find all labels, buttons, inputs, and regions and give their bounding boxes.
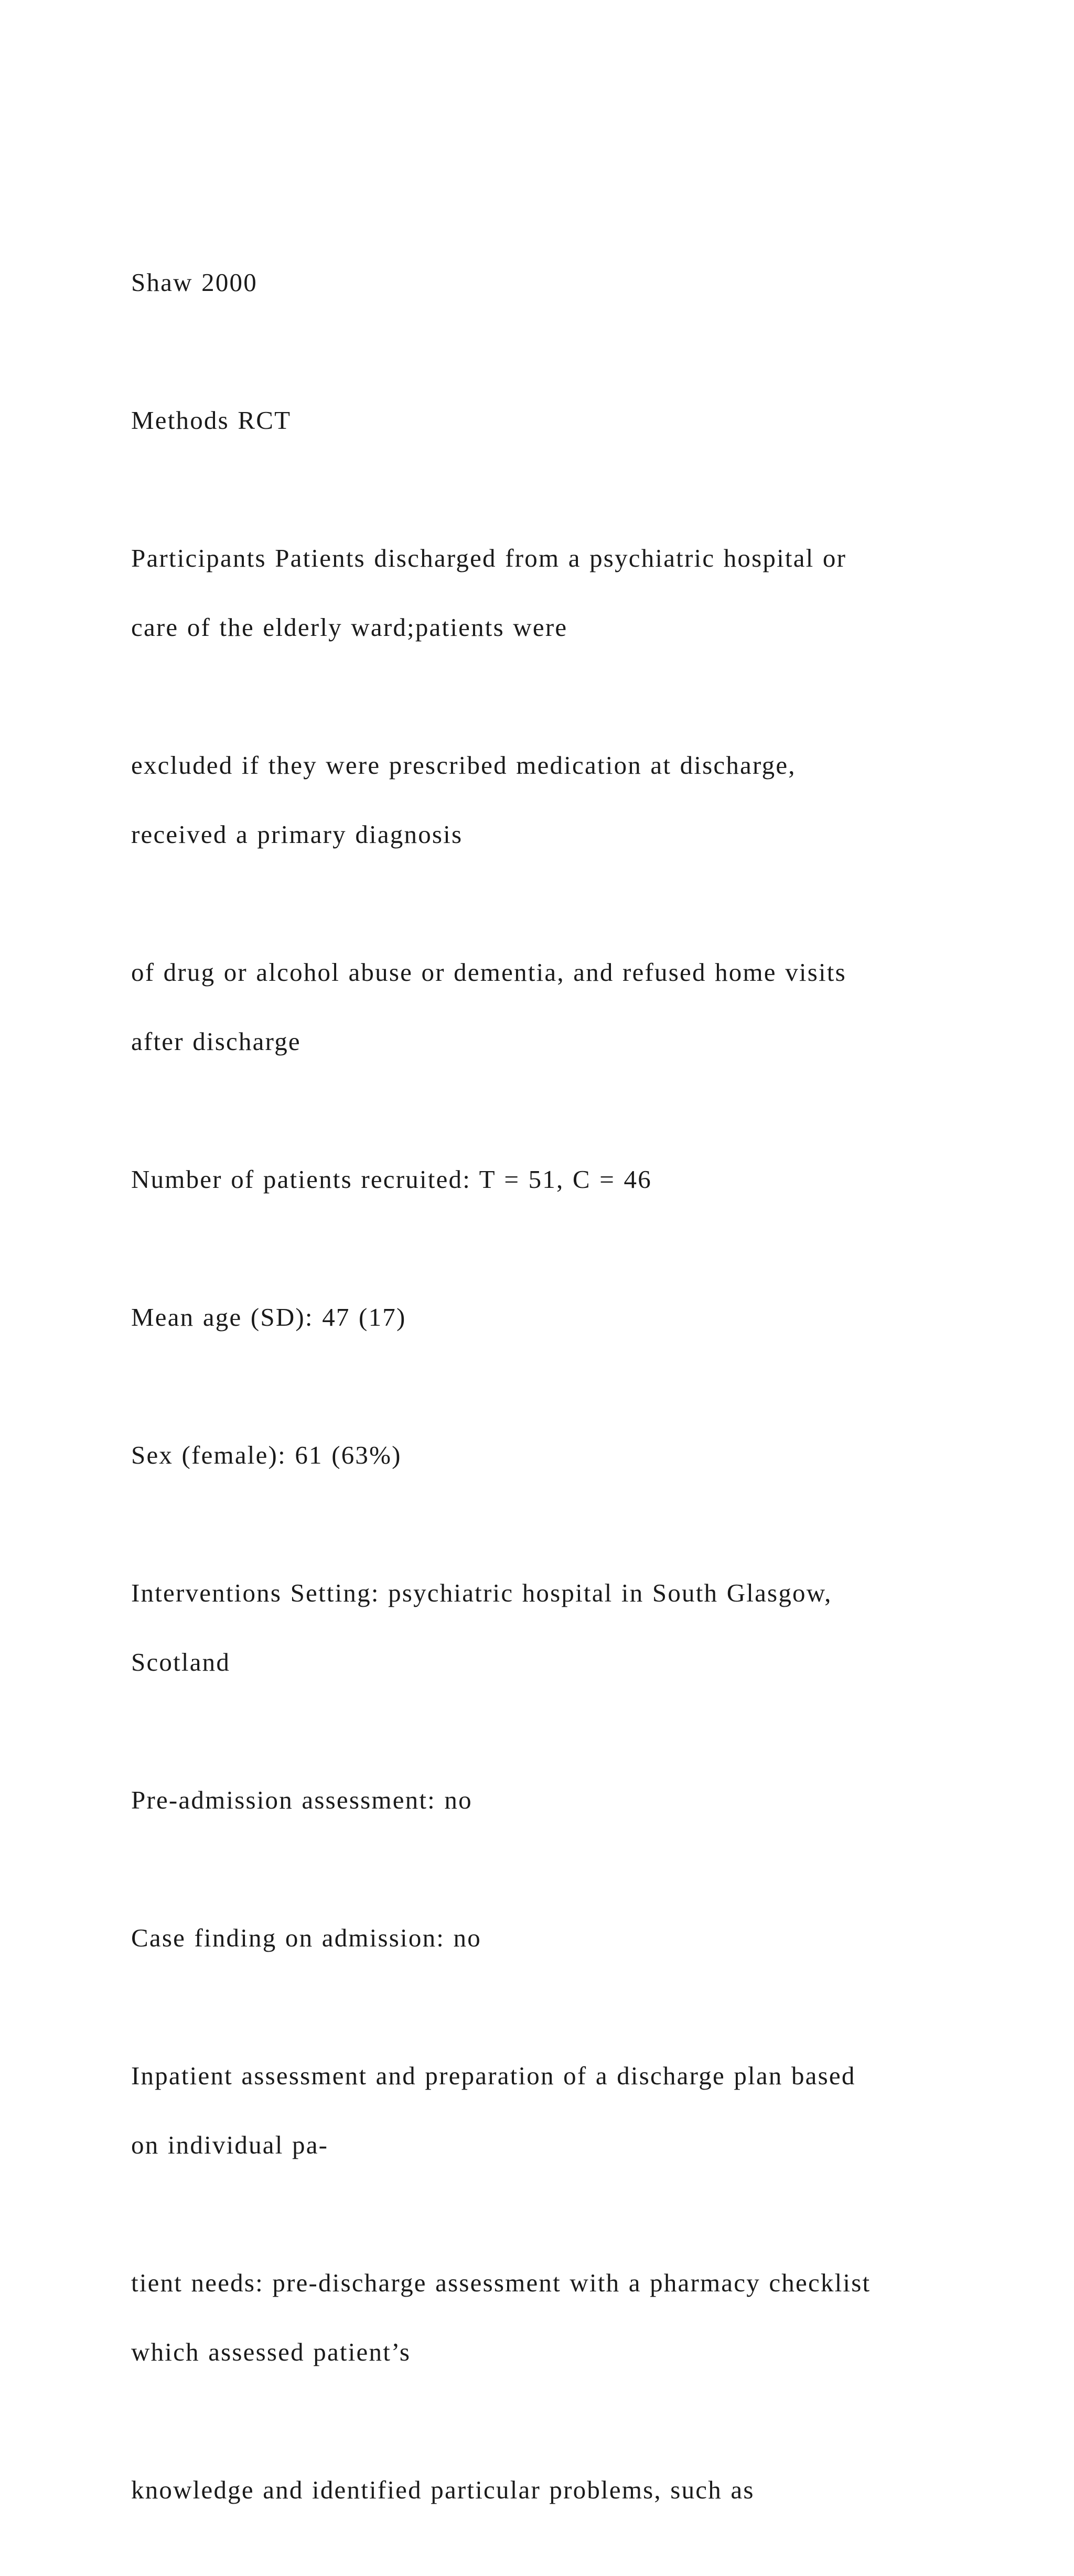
exclusion-continued-paragraph [131, 921, 981, 1094]
text-line: Mean age (SD): 47 (17) [131, 1303, 406, 1332]
text-line: on individual pa- [131, 2130, 329, 2159]
text-line: Methods RCT [131, 406, 292, 435]
text-line: which assessed patient’s [131, 2337, 411, 2366]
participants-paragraph [131, 506, 981, 679]
text-line: Interventions Setting: psychiatric hospital in South Glasgow, [131, 1578, 832, 1607]
case-finding-paragraph [131, 1886, 981, 1990]
study-title [131, 231, 981, 334]
exclusion-paragraph [131, 713, 981, 886]
text-line: knowledge and identified particular problems, such as [131, 2475, 755, 2504]
patient-needs-paragraph [131, 2231, 981, 2404]
text-line: Case finding on admission: no [131, 1923, 481, 1952]
text-line: Scotland [131, 1648, 231, 1676]
text-line: of drug or alcohol abuse or dementia, and refused home visits [131, 958, 846, 987]
inpatient-assessment-paragraph [131, 2024, 981, 2197]
text-line: Participants Patients discharged from a psychiatric hospital or [131, 544, 847, 572]
mean-age-paragraph [131, 1265, 981, 1369]
text-line: Number of patients recruited: T = 51, C = 46 [131, 1165, 652, 1194]
text-line: Inpatient assessment and preparation of a discharge plan based [131, 2061, 856, 2090]
text-line: after discharge [131, 1027, 301, 1056]
document-body [131, 231, 981, 2576]
text-line: Shaw 2000 [131, 268, 257, 297]
pre-admission-paragraph [131, 1748, 981, 1852]
text-line: tient needs: pre-discharge assessment with a pharmacy checklist [131, 2268, 871, 2297]
text-line: Sex (female): 61 (63%) [131, 1441, 402, 1469]
text-line: received a primary diagnosis [131, 820, 463, 849]
recruitment-paragraph [131, 1128, 981, 1231]
sex-paragraph [131, 1403, 981, 1507]
text-line: excluded if they were prescribed medication at discharge, [131, 751, 796, 780]
text-line: Pre-admission assessment: no [131, 1785, 472, 1814]
interventions-paragraph [131, 1541, 981, 1714]
knowledge-paragraph [131, 2438, 981, 2542]
text-line: care of the elderly ward;patients were [131, 613, 568, 642]
methods-paragraph [131, 369, 981, 472]
